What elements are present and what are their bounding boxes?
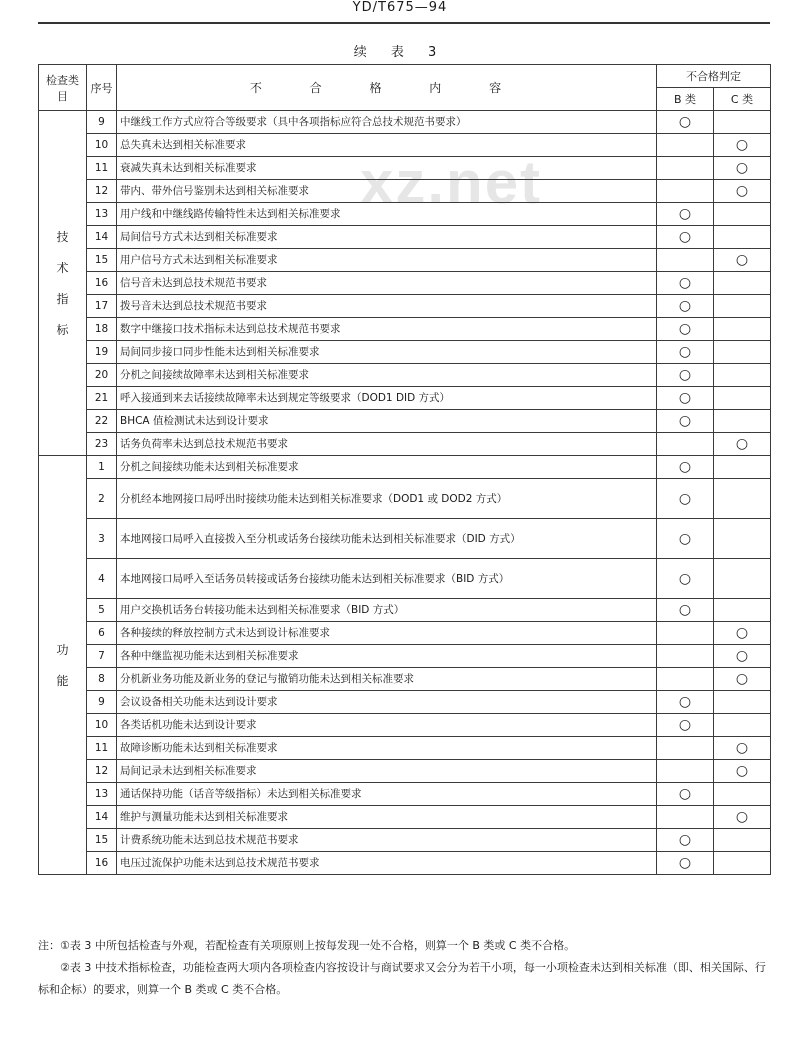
row-content: 衰减失真未达到相关标准要求: [117, 157, 657, 180]
row-content: 呼入接通到来去话接续故障率未达到规定等级要求（DOD1 DID 方式）: [117, 387, 657, 410]
row-c-mark: [714, 341, 771, 364]
row-c-mark: [714, 203, 771, 226]
row-b-mark: ○: [657, 272, 714, 295]
table-row: [39, 318, 771, 341]
header-category: 检查类目: [39, 65, 87, 111]
row-content: 话务负荷率未达到总技术规范书要求: [117, 433, 657, 456]
row-seq: 16: [87, 852, 117, 875]
table-row: [39, 599, 771, 622]
table-row: [39, 203, 771, 226]
row-seq: 7: [87, 645, 117, 668]
table-row: [39, 410, 771, 433]
row-seq: 8: [87, 668, 117, 691]
row-b-mark: ○: [657, 691, 714, 714]
table-row: [39, 295, 771, 318]
table-row: [39, 622, 771, 645]
row-b-mark: ○: [657, 341, 714, 364]
row-seq: 12: [87, 760, 117, 783]
func-category-char: 功: [56, 643, 69, 657]
table-row: [39, 737, 771, 760]
row-c-mark: ○: [714, 760, 771, 783]
row-c-mark: ○: [714, 622, 771, 645]
criteria-table: [38, 64, 771, 875]
row-content: 带内、带外信号鉴别未达到相关标准要求: [117, 180, 657, 203]
row-content: 用户线和中继线路传输特性未达到相关标准要求: [117, 203, 657, 226]
table-caption: 续 表 3: [353, 45, 447, 60]
row-c-mark: [714, 519, 771, 559]
table-row: [39, 364, 771, 387]
tech-category-char: 标: [56, 323, 69, 337]
row-b-mark: [657, 668, 714, 691]
row-seq: 6: [87, 622, 117, 645]
row-b-mark: ○: [657, 519, 714, 559]
row-seq: 13: [87, 203, 117, 226]
header-judge: 不合格判定: [657, 65, 771, 88]
note-2: ②表 3 中技术指标检查，功能检查两大项内各项检查内容按设计与商试要求又会分为若干小项，每一小项检查未达到相关标准（即、相关国际、行标和企标）的要求，则算一个 B 类或 C 类不合格。: [38, 961, 766, 996]
table-row: [39, 433, 771, 456]
func-category: [39, 456, 87, 875]
row-c-mark: ○: [714, 645, 771, 668]
row-seq: 19: [87, 341, 117, 364]
row-content: 局间信号方式未达到相关标准要求: [117, 226, 657, 249]
row-b-mark: ○: [657, 599, 714, 622]
note-1: 注：①表 3 中所包括检查与外观，若配检查有关项原则上按每发现一处不合格，则算一个 B 类或 C 类不合格。: [38, 939, 576, 952]
row-b-mark: ○: [657, 829, 714, 852]
row-c-mark: [714, 691, 771, 714]
watermark: xz.net: [360, 149, 543, 216]
row-b-mark: [657, 249, 714, 272]
row-c-mark: ○: [714, 249, 771, 272]
row-seq: 2: [87, 479, 117, 519]
row-c-mark: [714, 852, 771, 875]
row-c-mark: ○: [714, 737, 771, 760]
row-seq: 16: [87, 272, 117, 295]
table-row: [39, 783, 771, 806]
row-seq: 11: [87, 737, 117, 760]
row-content: 各种中继监视功能未达到相关标准要求: [117, 645, 657, 668]
row-b-mark: ○: [657, 364, 714, 387]
row-c-mark: ○: [714, 668, 771, 691]
table-row: [39, 111, 771, 134]
row-b-mark: [657, 157, 714, 180]
table-row: [39, 456, 771, 479]
row-content: 用户交换机话务台转接功能未达到相关标准要求（BID 方式）: [117, 599, 657, 622]
row-b-mark: [657, 622, 714, 645]
table-row: [39, 714, 771, 737]
row-content: 总失真未达到相关标准要求: [117, 134, 657, 157]
row-b-mark: ○: [657, 852, 714, 875]
row-content: 局间记录未达到相关标准要求: [117, 760, 657, 783]
page-header: [0, 0, 800, 22]
header-rule: [38, 22, 770, 24]
row-b-mark: ○: [657, 559, 714, 599]
row-content: 各类话机功能未达到设计要求: [117, 714, 657, 737]
row-c-mark: [714, 111, 771, 134]
header-b: B 类: [657, 88, 714, 111]
table-row: [39, 249, 771, 272]
row-seq: 10: [87, 714, 117, 737]
row-seq: 1: [87, 456, 117, 479]
document-code: YD/T675—94: [352, 0, 448, 15]
row-seq: 4: [87, 559, 117, 599]
row-b-mark: ○: [657, 714, 714, 737]
table-row: [39, 760, 771, 783]
row-b-mark: ○: [657, 479, 714, 519]
row-content: 会议设备相关功能未达到设计要求: [117, 691, 657, 714]
row-content: 分机之间接续故障率未达到相关标准要求: [117, 364, 657, 387]
tech-category-char: 指: [56, 292, 69, 306]
header-seq: 序号: [87, 65, 117, 111]
header-c: C 类: [714, 88, 771, 111]
table-row: [39, 180, 771, 203]
row-b-mark: [657, 737, 714, 760]
row-content: 中继线工作方式应符合等级要求（具中各项指标应符合总技术规范书要求）: [117, 111, 657, 134]
row-c-mark: [714, 387, 771, 410]
row-content: 通话保持功能（话音等级指标）未达到相关标准要求: [117, 783, 657, 806]
table-row: [39, 668, 771, 691]
table-row: [39, 479, 771, 519]
row-b-mark: ○: [657, 295, 714, 318]
row-b-mark: [657, 645, 714, 668]
row-content: 局间同步接口同步性能未达到相关标准要求: [117, 341, 657, 364]
tech-category: [39, 111, 87, 456]
row-b-mark: [657, 180, 714, 203]
row-seq: 21: [87, 387, 117, 410]
func-category-char: 能: [56, 674, 69, 688]
row-b-mark: ○: [657, 456, 714, 479]
row-c-mark: [714, 599, 771, 622]
row-b-mark: ○: [657, 111, 714, 134]
row-content: 分机之间接续功能未达到相关标准要求: [117, 456, 657, 479]
row-content: 本地网接口局呼入直接拨入至分机或话务台接续功能未达到相关标准要求（DID 方式）: [117, 519, 657, 559]
row-b-mark: ○: [657, 387, 714, 410]
row-b-mark: [657, 433, 714, 456]
row-seq: 9: [87, 691, 117, 714]
row-seq: 13: [87, 783, 117, 806]
table-row: [39, 852, 771, 875]
tech-category-char: 术: [56, 261, 69, 275]
table-row: [39, 272, 771, 295]
notes: [38, 935, 770, 1001]
row-content: BHCA 值检测试未达到设计要求: [117, 410, 657, 433]
table-row: [39, 341, 771, 364]
table-row: [39, 157, 771, 180]
row-seq: 9: [87, 111, 117, 134]
table-row: [39, 829, 771, 852]
row-content: 计费系统功能未达到总技术规范书要求: [117, 829, 657, 852]
row-seq: 14: [87, 806, 117, 829]
table-row: [39, 134, 771, 157]
row-c-mark: ○: [714, 134, 771, 157]
table-row: [39, 806, 771, 829]
header-content: 不 合 格 内 容: [117, 65, 657, 111]
row-c-mark: ○: [714, 180, 771, 203]
row-content: 故障诊断功能未达到相关标准要求: [117, 737, 657, 760]
row-seq: 23: [87, 433, 117, 456]
row-seq: 22: [87, 410, 117, 433]
row-c-mark: [714, 829, 771, 852]
row-c-mark: [714, 714, 771, 737]
row-content: 信号音未达到总技术规范书要求: [117, 272, 657, 295]
row-content: 各种接续的释放控制方式未达到设计标准要求: [117, 622, 657, 645]
row-c-mark: [714, 559, 771, 599]
row-content: 分机经本地网接口局呼出时接续功能未达到相关标准要求（DOD1 或 DOD2 方式）: [117, 479, 657, 519]
row-seq: 18: [87, 318, 117, 341]
row-content: 电压过流保护功能未达到总技术规范书要求: [117, 852, 657, 875]
row-seq: 15: [87, 829, 117, 852]
table-row: [39, 645, 771, 668]
row-b-mark: [657, 134, 714, 157]
row-content: 用户信号方式未达到相关标准要求: [117, 249, 657, 272]
row-b-mark: [657, 760, 714, 783]
row-c-mark: [714, 295, 771, 318]
row-b-mark: ○: [657, 226, 714, 249]
row-content: 维护与测量功能未达到相关标准要求: [117, 806, 657, 829]
row-seq: 12: [87, 180, 117, 203]
row-seq: 15: [87, 249, 117, 272]
row-seq: 11: [87, 157, 117, 180]
row-c-mark: [714, 272, 771, 295]
row-b-mark: ○: [657, 410, 714, 433]
table-row: [39, 519, 771, 559]
table-row: [39, 691, 771, 714]
row-content: 数字中继接口技术指标未达到总技术规范书要求: [117, 318, 657, 341]
row-c-mark: [714, 479, 771, 519]
row-c-mark: [714, 364, 771, 387]
row-b-mark: ○: [657, 203, 714, 226]
row-seq: 3: [87, 519, 117, 559]
row-c-mark: [714, 456, 771, 479]
row-seq: 5: [87, 599, 117, 622]
row-c-mark: ○: [714, 806, 771, 829]
row-content: 拨号音未达到总技术规范书要求: [117, 295, 657, 318]
table-header-row: [39, 65, 771, 88]
row-c-mark: [714, 318, 771, 341]
row-c-mark: ○: [714, 157, 771, 180]
row-seq: 14: [87, 226, 117, 249]
table-row: [39, 559, 771, 599]
tech-category-char: 技: [56, 230, 69, 244]
row-b-mark: ○: [657, 318, 714, 341]
row-c-mark: [714, 226, 771, 249]
table-row: [39, 226, 771, 249]
row-content: 本地网接口局呼入至话务员转接或话务台接续功能未达到相关标准要求（BID 方式）: [117, 559, 657, 599]
row-seq: 10: [87, 134, 117, 157]
table-row: [39, 387, 771, 410]
row-seq: 17: [87, 295, 117, 318]
row-c-mark: [714, 783, 771, 806]
row-c-mark: ○: [714, 433, 771, 456]
row-c-mark: [714, 410, 771, 433]
row-b-mark: [657, 806, 714, 829]
row-content: 分机新业务功能及新业务的登记与撤销功能未达到相关标准要求: [117, 668, 657, 691]
row-seq: 20: [87, 364, 117, 387]
row-b-mark: ○: [657, 783, 714, 806]
